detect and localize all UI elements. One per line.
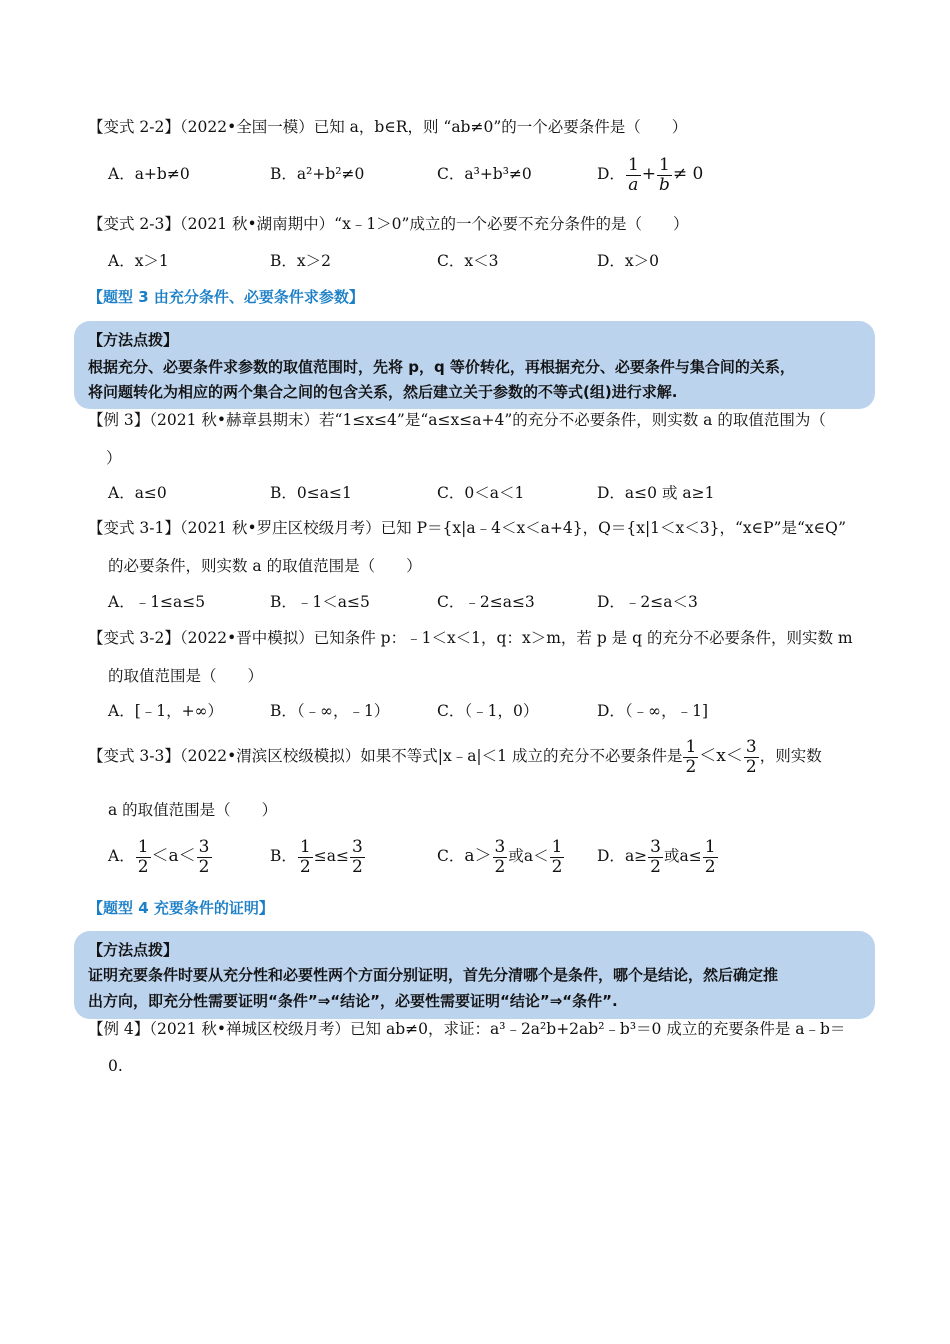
option-label: C． [437, 847, 465, 865]
fraction [683, 738, 698, 777]
denominator: 2 [685, 756, 697, 777]
option-d-tail: ≠ 0 [672, 164, 704, 184]
option-middle: 或a≤ [664, 847, 702, 865]
fraction [626, 156, 641, 195]
variant-3-1-line-1: 【变式 3-1】（2021 秋•罗庄区校级月考）已知 P＝{x|a﹣4＜x＜a+4}，Q＝{x|1＜x＜3}，“x∈P”是“x∈Q” [88, 519, 847, 537]
variant-3-3-option-a [108, 834, 213, 878]
stem-middle: ＜x＜ [699, 746, 743, 766]
method-tip-title: 【方法点拨】 [88, 331, 179, 349]
fraction [703, 838, 718, 877]
fraction [298, 838, 313, 877]
example-3-line-1: 【例 3】（2021 秋•赫章县期末）若“1≤x≤4”是“a≤x≤a+4”的充分不必要条件，则实数 a 的取值范围为（ [88, 411, 826, 429]
denominator: 2 [351, 856, 363, 877]
variant-3-2-option-b: B．（﹣∞，﹣1） [270, 702, 390, 720]
example-3-option-d: D．a≤0 或 a≥1 [597, 484, 715, 502]
fraction [136, 838, 151, 877]
variant-3-2-option-c: C．（﹣1，0） [437, 702, 539, 720]
option-middle: ≤a≤ [313, 847, 349, 865]
numerator: 1 [299, 836, 311, 857]
variant-2-2-option-b: B．a²+b²≠0 [270, 165, 365, 183]
variant-3-1-option-b: B．﹣1＜a≤5 [270, 593, 370, 611]
method-tip-box-3 [74, 321, 875, 409]
numerator: 1 [551, 836, 563, 857]
method-tip-line-2: 出方向，即充分性需要证明“条件”⇒“结论”，必要性需要证明“结论”⇒“条件”. [88, 992, 618, 1010]
variant-2-2-option-a: A．a+b≠0 [108, 165, 190, 183]
variant-2-3-option-b: B．x＞2 [270, 252, 331, 270]
numerator: 3 [351, 836, 363, 857]
method-tip-box-4 [74, 931, 875, 1019]
variant-3-2-option-a: A．[﹣1，+∞） [108, 702, 224, 720]
variant-2-2-option-d: D． $\frac{1}{a}$ + $\frac{1}{b}$ ≠ 0 [597, 154, 704, 195]
option-prefix: a≥ [624, 847, 648, 865]
denominator: a [628, 174, 639, 195]
variant-3-3-line-2: a 的取值范围是（ ） [108, 801, 278, 819]
variant-3-2-line-2: 的取值范围是（ ） [108, 667, 264, 685]
variant-2-2-option-c: C．a³+b³≠0 [437, 165, 532, 183]
denominator: 2 [299, 856, 311, 877]
option-middle: 或a＜ [508, 847, 549, 865]
numerator: 3 [198, 836, 210, 857]
variant-2-3-option-d: D．x＞0 [597, 252, 660, 270]
option-prefix: a＞ [464, 846, 492, 866]
method-tip-line-2: 将问题转化为相应的两个集合之间的包含关系，然后建立关于参数的不等式(组)进行求解. [88, 383, 678, 401]
variant-3-1-option-c: C．﹣2≤a≤3 [437, 593, 535, 611]
fraction [550, 838, 565, 877]
method-tip-title: 【方法点拨】 [88, 941, 179, 959]
numerator: 1 [137, 836, 149, 857]
fraction [350, 838, 365, 877]
option-label: A． [108, 847, 135, 865]
fraction [648, 838, 663, 877]
numerator: 3 [650, 836, 661, 857]
section-heading-type3: 【题型 3 由充分条件、必要条件求参数】 [88, 288, 364, 306]
option-label: B． [270, 847, 297, 865]
fraction [744, 738, 759, 777]
numerator: 1 [685, 736, 697, 757]
variant-3-1-line-2: 的必要条件，则实数 a 的取值范围是（ ） [108, 557, 422, 575]
variant-2-2-stem: 【变式 2-2】（2022•全国一模）已知 a，b∈R，则 “ab≠0”的一个必要条件是（ ） [88, 118, 688, 136]
variant-3-3-line-1 [88, 734, 822, 778]
denominator: 2 [494, 856, 506, 877]
method-tip-line-1: 证明充要条件时要从充分性和必要性两个方面分别证明，首先分清哪个是条件，哪个是结论，然后确定推 [88, 966, 779, 984]
variant-3-3-option-c [437, 834, 565, 878]
variant-3-1-option-d: D．﹣2≤a＜3 [597, 593, 698, 611]
fraction [197, 838, 212, 877]
method-tip-line-1: 根据充分、必要条件求参数的取值范围时，先将 p，q 等价转化，再根据充分、必要条件与集合间的关系， [88, 358, 795, 376]
variant-2-3-option-c: C．x＜3 [437, 252, 499, 270]
denominator: 2 [704, 856, 716, 877]
denominator: 2 [650, 856, 661, 877]
fraction [493, 838, 508, 877]
section-heading-type4: 【题型 4 充要条件的证明】 [88, 899, 274, 917]
option-d-label: D． [597, 165, 625, 183]
variant-2-3-option-a: A．x＞1 [108, 252, 169, 270]
stem-suffix: ，则实数 [759, 747, 822, 765]
numerator: 1 [657, 156, 672, 176]
numerator: 1 [627, 154, 639, 175]
option-label: D． [597, 847, 625, 865]
denominator: 2 [198, 856, 210, 877]
numerator: 1 [704, 836, 716, 857]
variant-3-2-option-d: D．（﹣∞，﹣1] [597, 702, 708, 720]
denominator: b [659, 174, 670, 195]
example-4-line-1: 【例 4】（2021 秋•禅城区校级月考）已知 ab≠0，求证：a³﹣2a²b+2ab²﹣b³＝0 成立的充要条件是 a﹣b＝ [88, 1020, 846, 1038]
example-3-option-a: A．a≤0 [108, 484, 167, 502]
option-middle: ＜a＜ [151, 846, 196, 866]
denominator: 2 [137, 856, 149, 877]
variant-3-3-option-b [270, 834, 366, 878]
stem-prefix: 【变式 3-3】（2022•渭滨区校级模拟）如果不等式|x﹣a|＜1 成立的充分不必要条件是 [88, 747, 683, 765]
denominator: 2 [745, 756, 757, 777]
variant-3-2-line-1: 【变式 3-2】（2022•晋中模拟）已知条件 p：﹣1＜x＜1，q：x＞m，若 p 是 q 的充分不必要条件，则实数 m [88, 629, 853, 647]
numerator: 3 [745, 736, 757, 757]
example-3-option-b: B．0≤a≤1 [270, 484, 352, 502]
denominator: 2 [551, 856, 563, 877]
variant-3-3-option-d [597, 834, 719, 878]
numerator: 3 [494, 836, 506, 857]
example-4-line-2: 0. [108, 1057, 123, 1075]
example-3-line-2: ） [106, 449, 122, 467]
fraction [657, 156, 672, 195]
variant-2-3-stem: 【变式 2-3】（2021 秋•湖南期中）“x﹣1＞0”成立的一个必要不充分条件的是（ ） [88, 215, 689, 233]
variant-3-1-option-a: A．﹣1≤a≤5 [108, 593, 206, 611]
example-3-option-c: C．0＜a＜1 [437, 484, 525, 502]
